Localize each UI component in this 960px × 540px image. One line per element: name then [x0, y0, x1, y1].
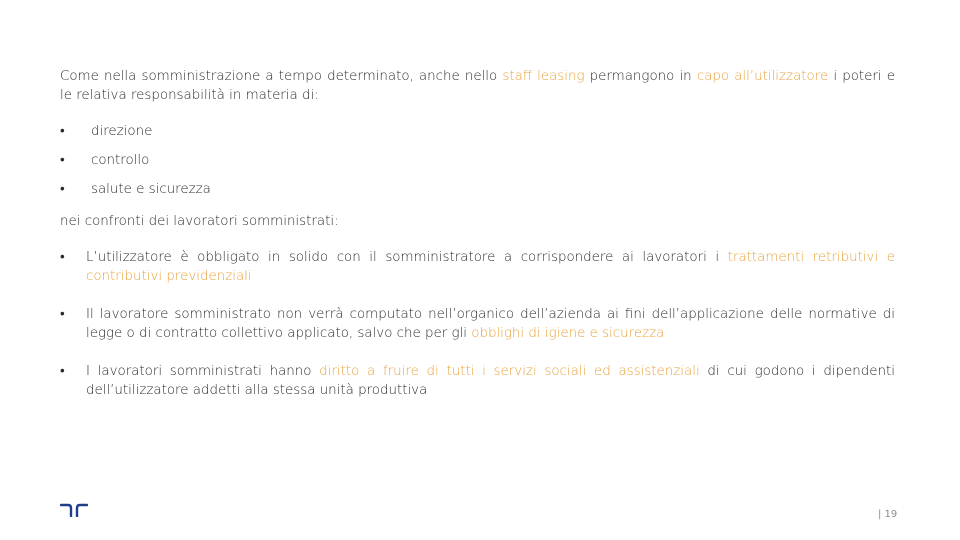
second-intro-paragraph: nei confronti dei lavoratori somministrati:: [60, 213, 339, 229]
bullet: •: [60, 182, 65, 197]
bullet: •: [60, 124, 65, 139]
list-item: [60, 363, 895, 400]
bullet: •: [60, 153, 65, 168]
obligation-text: Il lavoratore somministrato non verrà computato nell’organico dell’azienda ai fini dell’applicazione delle normative di legge o di contratto collettivo applicato, salvo che per gli: [86, 307, 895, 341]
powers-list: [60, 123, 895, 200]
obligation-highlight: diritto a fruire di tutti i servizi sociali ed assistenziali: [319, 364, 700, 379]
bullet: •: [60, 307, 65, 322]
list-item-label: salute e sicurezza: [91, 182, 211, 197]
bullet: •: [60, 250, 65, 265]
page-number: | 19: [878, 509, 898, 520]
intro-text-1: Come nella somministrazione a tempo determinato, anche nello: [60, 69, 503, 84]
list-item-label: controllo: [91, 153, 150, 168]
intro-highlight-utilizzatore: capo all’utilizzatore: [696, 69, 829, 84]
list-item: [60, 181, 895, 200]
obligation-text: I lavoratori somministrati hanno: [86, 364, 320, 379]
obligation-text: L’utilizzatore è obbligato in solido con il somministratore a corrispondere ai lavoratori i: [86, 250, 728, 265]
obligations-list: [60, 249, 895, 400]
list-item: [60, 306, 895, 343]
brand-logo-icon: [60, 503, 88, 517]
intro-text-2: permangono in: [584, 69, 697, 84]
obligation-highlight: obblighi di igiene e sicurezza: [471, 325, 665, 341]
bullet: •: [60, 364, 65, 379]
list-item: [60, 152, 895, 171]
list-item: [60, 249, 895, 286]
intro-highlight-staff-leasing: staff leasing: [502, 69, 585, 84]
obligation-highlight: trattamenti retributivi e contributivi previdenziali: [86, 250, 896, 284]
list-item: [60, 123, 895, 142]
obligation-tail: di cui godono i dipendenti dell’utilizzatore addetti alla stessa unità produttiva: [86, 364, 895, 398]
intro-text-3: i poteri e le relativa responsabilità in materia di:: [60, 69, 895, 103]
list-item-label: direzione: [91, 124, 153, 139]
intro-paragraph: [60, 68, 895, 105]
slide-content: [60, 68, 895, 420]
